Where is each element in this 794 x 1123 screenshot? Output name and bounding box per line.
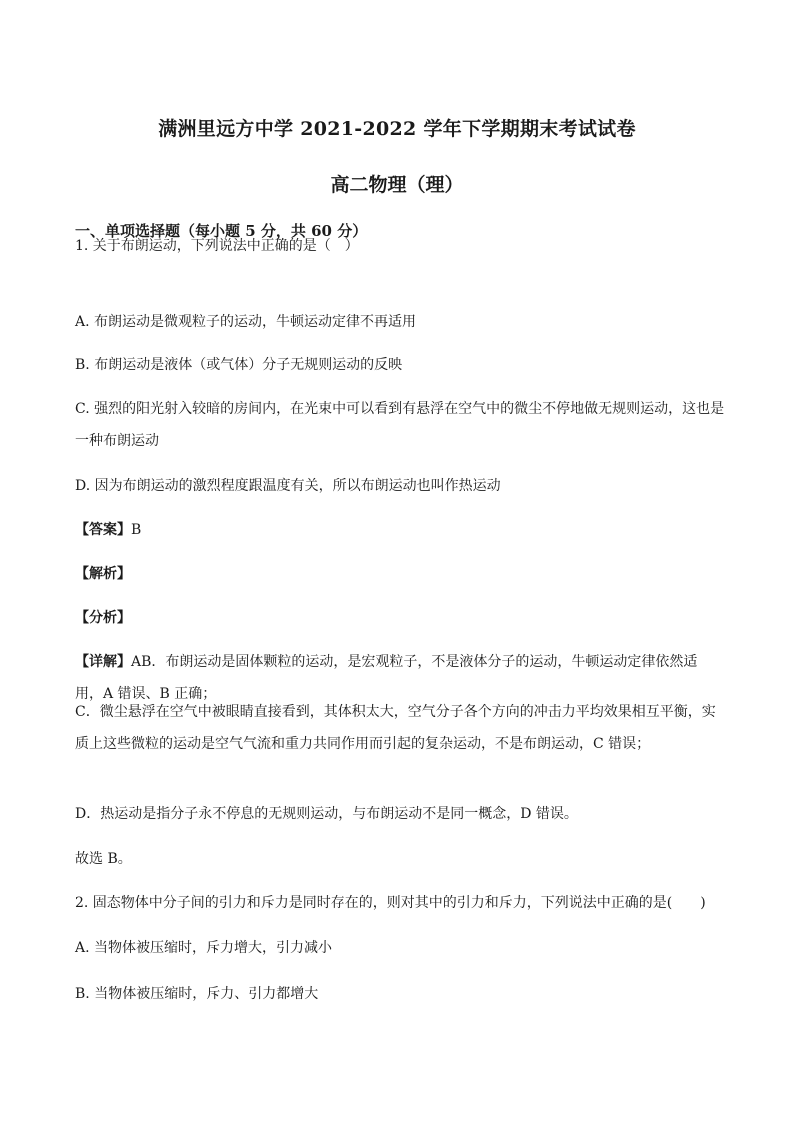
question-2-option-b: B. 当物体被压缩时，斥力、引力都增大 (75, 986, 319, 1002)
exam-title: 满洲里远方中学 2021-2022 学年下学期期末考试试卷 (158, 118, 636, 140)
detail-label: 【详解】 (75, 654, 131, 670)
detail-ab-text: AB．布朗运动是固体颗粒的运动，是宏观粒子，不是液体分子的运动，牛顿运动定律依然适用，A 错误、B 正确； (75, 654, 698, 702)
detail-c: C．微尘悬浮在空气中被眼睛直接看到，其体积太大，空气分子各个方向的冲击力平均效果相互平衡，实质上这些微粒的运动是空气气流和重力共同作用而引起的复杂运动，不是布朗运动，C 错误； (75, 704, 716, 752)
answer-label: 【答案】 (75, 522, 131, 538)
question-1-option-d: D. 因为布朗运动的激烈程度跟温度有关，所以布朗运动也叫作热运动 (75, 478, 501, 494)
answer-value: B (131, 522, 142, 538)
question-1-stem: 1. 关于布朗运动，下列说法中正确的是（ ） (75, 238, 359, 254)
answer-line (75, 520, 725, 540)
detail-d: D．热运动是指分子永不停息的无规则运动，与布朗运动不是同一概念，D 错误。 (75, 806, 578, 822)
question-1-option-c: C. 强烈的阳光射入较暗的房间内，在光束中可以看到有悬浮在空气中的微尘不停地做无规则运动，这也是一种布朗运动 (75, 401, 725, 449)
question-1-option-b: B. 布朗运动是液体（或气体）分子无规则运动的反映 (75, 357, 403, 373)
fenxi-line (75, 608, 725, 628)
question-2-option-a: A. 当物体被压缩时，斥力增大，引力减小 (75, 940, 333, 956)
question-2-stem: 2. 固态物体中分子间的引力和斥力是同时存在的，则对其中的引力和斥力，下列说法中正确的是( ) (75, 895, 706, 911)
section-heading: 一、单项选择题（每小题 5 分，共 60 分） (75, 222, 368, 240)
conclusion: 故选 B。 (75, 851, 132, 867)
jiexi-label: 【解析】 (75, 566, 131, 582)
exam-subtitle: 高二物理（理） (330, 174, 464, 196)
question-1-option-a: A. 布朗运动是微观粒子的运动，牛顿运动定律不再适用 (75, 314, 417, 330)
fenxi-label: 【分析】 (75, 610, 131, 626)
analysis-label (75, 564, 725, 584)
